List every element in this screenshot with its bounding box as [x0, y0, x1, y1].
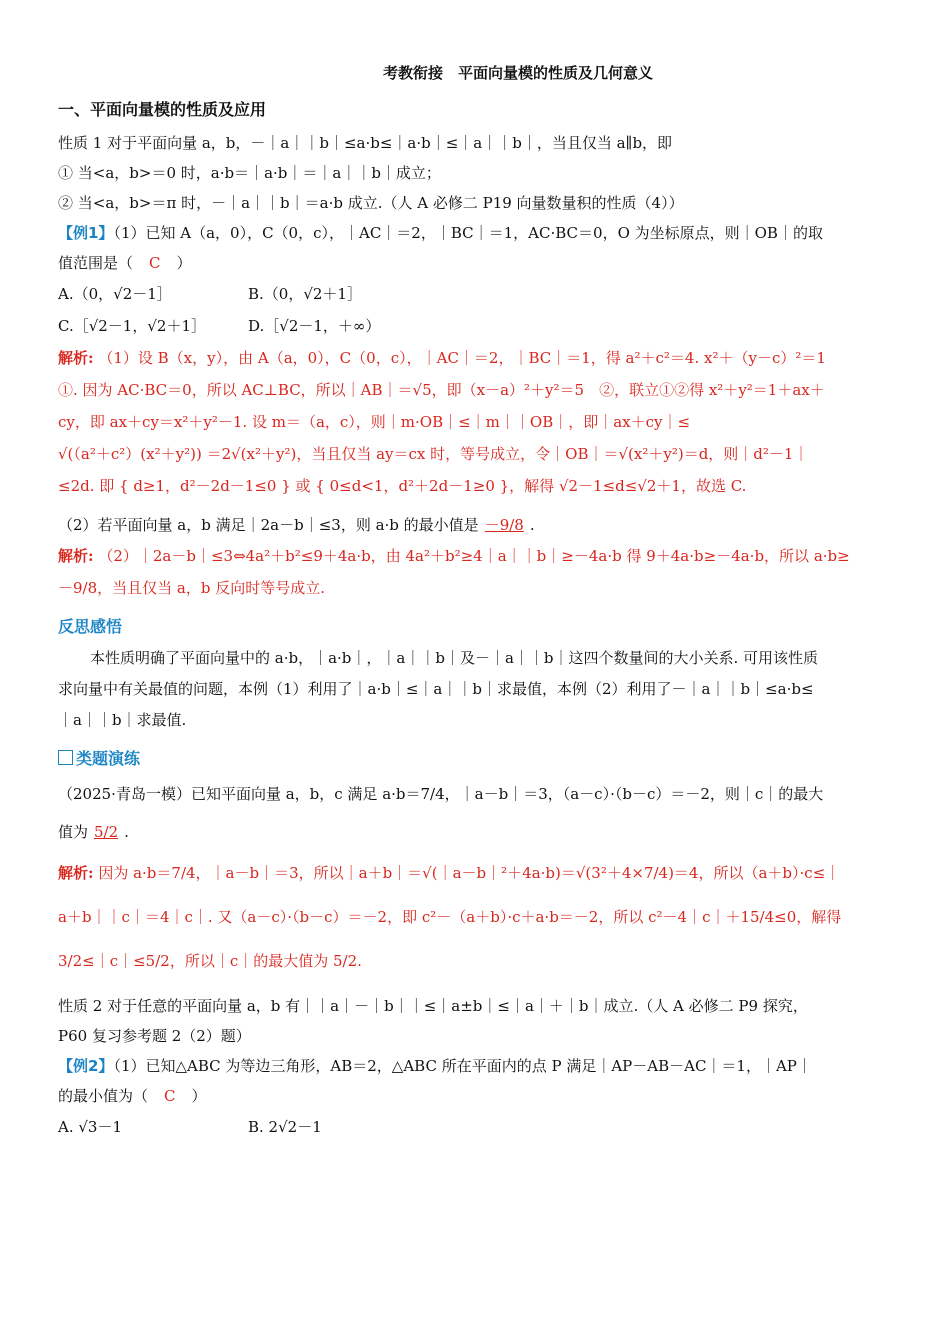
- solution-line: 解析: 因为 a·b＝7/4，｜a－b｜＝3，所以｜a＋b｜＝√(｜a－b｜²＋4a·b)＝√(3²＋4×7/4)＝4，所以（a＋b）·c≤｜: [58, 864, 841, 882]
- practice-heading: 类题演练: [58, 746, 898, 769]
- example-1-question-cont: 值范围是（ C ）: [58, 254, 192, 272]
- example-1-part-2: （2）若平面向量 a，b 满足｜2a－b｜≤3，则 a·b 的最小值是 －9/8 .: [58, 516, 535, 534]
- option-b: B.（0，√2＋1］: [248, 285, 362, 303]
- property-2-line: P60 复习参考题 2（2）题）: [58, 1027, 251, 1045]
- solution-line: √(（a²＋c²）(x²＋y²)) ＝2√(x²＋y²)，当且仅当 ay＝cx 时，等号成立，令｜OB｜＝√(x²＋y²)＝d，则｜d²－1｜: [58, 445, 809, 463]
- reflection-line: ｜a｜｜b｜求最值.: [58, 711, 187, 729]
- solution-line: 3/2≤｜c｜≤5/2，所以｜c｜的最大值为 5/2.: [58, 952, 362, 970]
- solution-line: 解析: （1）设 B（x，y），由 A（a，0），C（0，c），｜AC｜＝2，｜BC｜＝1，得 a²＋c²＝4. x²＋（y－c）²＝1: [58, 349, 826, 367]
- reflection-text: [58, 643, 898, 736]
- option-b: B. 2√2－1: [248, 1118, 322, 1136]
- section-heading: 一、平面向量模的性质及应用: [58, 100, 267, 119]
- reflection-line: 本性质明确了平面向量中的 a·b，｜a·b｜，｜a｜｜b｜及－｜a｜｜b｜这四个数量间的大小关系. 可用该性质: [90, 649, 819, 667]
- example-1-question: 【例1】（1）已知 A（a，0），C（0，c），｜AC｜＝2，｜BC｜＝1，AC·BC＝0，O 为坐标原点，则｜OB｜的取: [58, 224, 823, 242]
- practice-question: （2025·青岛一模）已知平面向量 a，b，c 满足 a·b＝7/4，｜a－b｜＝3，（a－c）·（b－c）＝－2，则｜c｜的最大: [58, 785, 824, 803]
- practice-question-cont: 值为 5/2 .: [58, 823, 129, 841]
- example-2-question: 【例2】（1）已知△ABC 为等边三角形，AB＝2，△ABC 所在平面内的点 P 满足｜AP－AB－AC｜＝1，｜AP｜: [58, 1057, 812, 1075]
- answer: 5/2: [94, 823, 119, 841]
- solution-2: [58, 540, 898, 604]
- options-row: [58, 310, 898, 342]
- property-1-line: ① 当<a，b>＝0 时，a·b＝｜a·b｜＝｜a｜｜b｜成立；: [58, 164, 441, 182]
- solution-line: 解析: （2）｜2a－b｜≤3⇔4a²＋b²≤9＋4a·b，由 4a²＋b²≥4｜a｜｜b｜≥－4a·b 得 9＋4a·b≥－4a·b，所以 a·b≥: [58, 547, 850, 565]
- property-2-line: 性质 2 对于任意的平面向量 a，b 有｜｜a｜－｜b｜｜≤｜a±b｜≤｜a｜＋｜b｜成立.（人 A 必修二 P9 探究，: [58, 997, 808, 1015]
- property-1-line: 性质 1 对于平面向量 a，b，－｜a｜｜b｜≤a·b≤｜a·b｜≤｜a｜｜b｜，当且仅当 a∥b，即: [58, 134, 673, 152]
- reflection-line: 求向量中有关最值的问题，本例（1）利用了｜a·b｜≤｜a｜｜b｜求最值，本例（2）利用了－｜a｜｜b｜≤a·b≤: [58, 680, 814, 698]
- answer: C: [164, 1087, 176, 1105]
- solution-1: [58, 342, 898, 502]
- reflection-heading: 反思感悟: [58, 617, 123, 636]
- solution-line: a＋b｜｜c｜＝4｜c｜. 又（a－c）·（b－c）＝－2，即 c²－（a＋b）·c＋a·b＝－2，所以 c²－4｜c｜＋15/4≤0，解得: [58, 908, 842, 926]
- answer: －9/8: [484, 516, 524, 534]
- options-row: [58, 1111, 898, 1143]
- document-page: [58, 62, 898, 1143]
- checkbox-icon: [58, 750, 73, 765]
- example-tag: 【例2】: [58, 1057, 114, 1075]
- answer: C: [149, 254, 161, 272]
- solution-line: －9/8，当且仅当 a，b 反向时等号成立.: [58, 579, 325, 597]
- page-title: 考教衔接 平面向量模的性质及几何意义: [382, 64, 653, 82]
- option-a: A. √3－1: [58, 1118, 123, 1136]
- practice-solution: [58, 851, 898, 983]
- options-row: [58, 278, 898, 310]
- example-tag: 【例1】: [58, 224, 114, 242]
- solution-line: ①. 因为 AC·BC＝0，所以 AC⊥BC，所以｜AB｜＝√5，即（x－a）²＋y²＝5 ②，联立①②得 x²＋y²＝1＋ax＋: [58, 381, 825, 399]
- option-a: A.（0，√2－1］: [58, 285, 172, 303]
- solution-line: cy，即 ax＋cy＝x²＋y²－1. 设 m＝（a，c），则｜m·OB｜≤｜m｜｜OB｜，即｜ax＋cy｜≤: [58, 413, 691, 431]
- example-2-question-cont: 的最小值为（ C ）: [58, 1087, 207, 1105]
- option-d: D.［√2－1，＋∞）: [248, 317, 381, 335]
- option-c: C.［√2－1，√2＋1］: [58, 317, 207, 335]
- solution-line: ≤2d. 即 { d≥1，d²－2d－1≤0 } 或 { 0≤d<1，d²＋2d－1≥0 }，解得 √2－1≤d≤√2＋1，故选 C.: [58, 477, 747, 495]
- property-1-line: ② 当<a，b>＝π 时，－｜a｜｜b｜＝a·b 成立.（人 A 必修二 P19 向量数量积的性质（4））: [58, 194, 684, 212]
